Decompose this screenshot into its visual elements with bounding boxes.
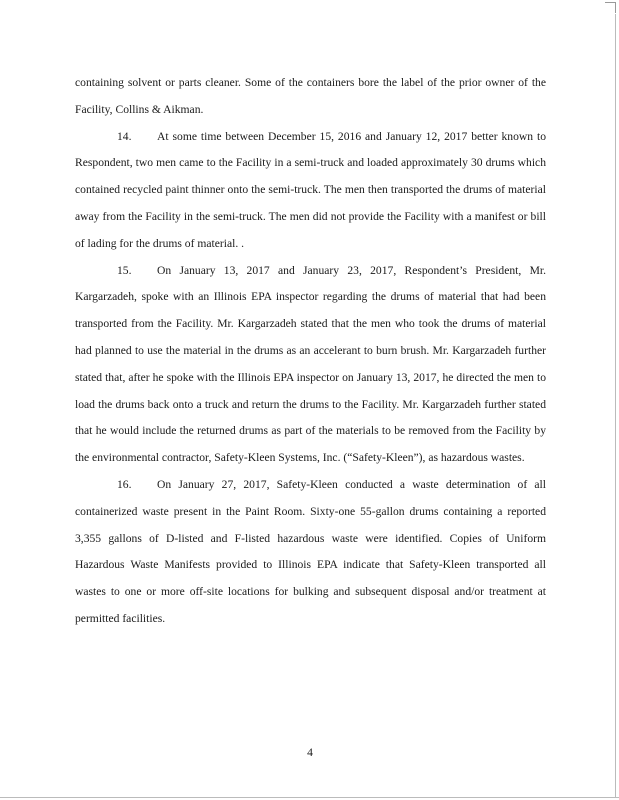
paragraph-16 bbox=[75, 472, 546, 633]
scan-edge-bottom bbox=[0, 797, 619, 798]
paragraph-text: On January 13, 2017 and January 23, 2017, Respondent’s President, Mr. Kargarzadeh, spoke with an Illinois EPA inspector regarding the drums of material that had been transported from the Facility. Mr. Kargarzadeh stated that the men who took the drums of material had planned to use the material in the drums as an accelerant to burn brush. Mr. Kargarzadeh further stated that, after he spoke with the Illinois EPA inspector on January 13, 2017, he directed the men to load the drums back onto a truck and return the drums to the Facility. Mr. Kargarzadeh further stated that he would include the returned drums as part of the materials to be removed from the Facility by the environmental contractor, Safety-Kleen Systems, Inc. (“Safety-Kleen”), as hazardous wastes. bbox=[75, 263, 546, 465]
paragraph-number: 16. bbox=[117, 477, 132, 491]
paragraph-15 bbox=[75, 258, 546, 472]
page-number: 4 bbox=[307, 746, 313, 759]
paragraph-text: containing solvent or parts cleaner. Some of the containers bore the label of the prior owner of the Facility, Collins & Aikman. bbox=[75, 76, 546, 116]
scan-edge-right bbox=[615, 14, 616, 798]
scan-corner-mark bbox=[605, 2, 616, 13]
paragraph-text: On January 27, 2017, Safety-Kleen conducted a waste determination of all containerized waste present in the Paint Room. Sixty-one 55-gallon drums containing a reported 3,355 gallons of D-listed and F-listed hazardous waste were identified. Copies of Uniform Hazardous Waste Manifests provided to Illinois EPA indicate that Safety-Kleen transported all wastes to one or more off-site locations for bulking and subsequent disposal and/or treatment at permitted facilities. bbox=[75, 477, 546, 625]
document-body bbox=[75, 70, 546, 633]
paragraph-continuation bbox=[75, 70, 546, 124]
paragraph-text: At some time between December 15, 2016 and January 12, 2017 better known to Respondent, two men came to the Facility in a semi-truck and loaded approximately 30 drums which contained recycled paint thinner onto the semi-truck. The men then transported the drums of material away from the Facility in the semi-truck. The men did not provide the Facility with a manifest or bill of lading for the drums of material. . bbox=[75, 129, 546, 250]
paragraph-number: 15. bbox=[117, 263, 132, 277]
paragraph-14 bbox=[75, 124, 546, 258]
paragraph-number: 14. bbox=[117, 129, 132, 143]
